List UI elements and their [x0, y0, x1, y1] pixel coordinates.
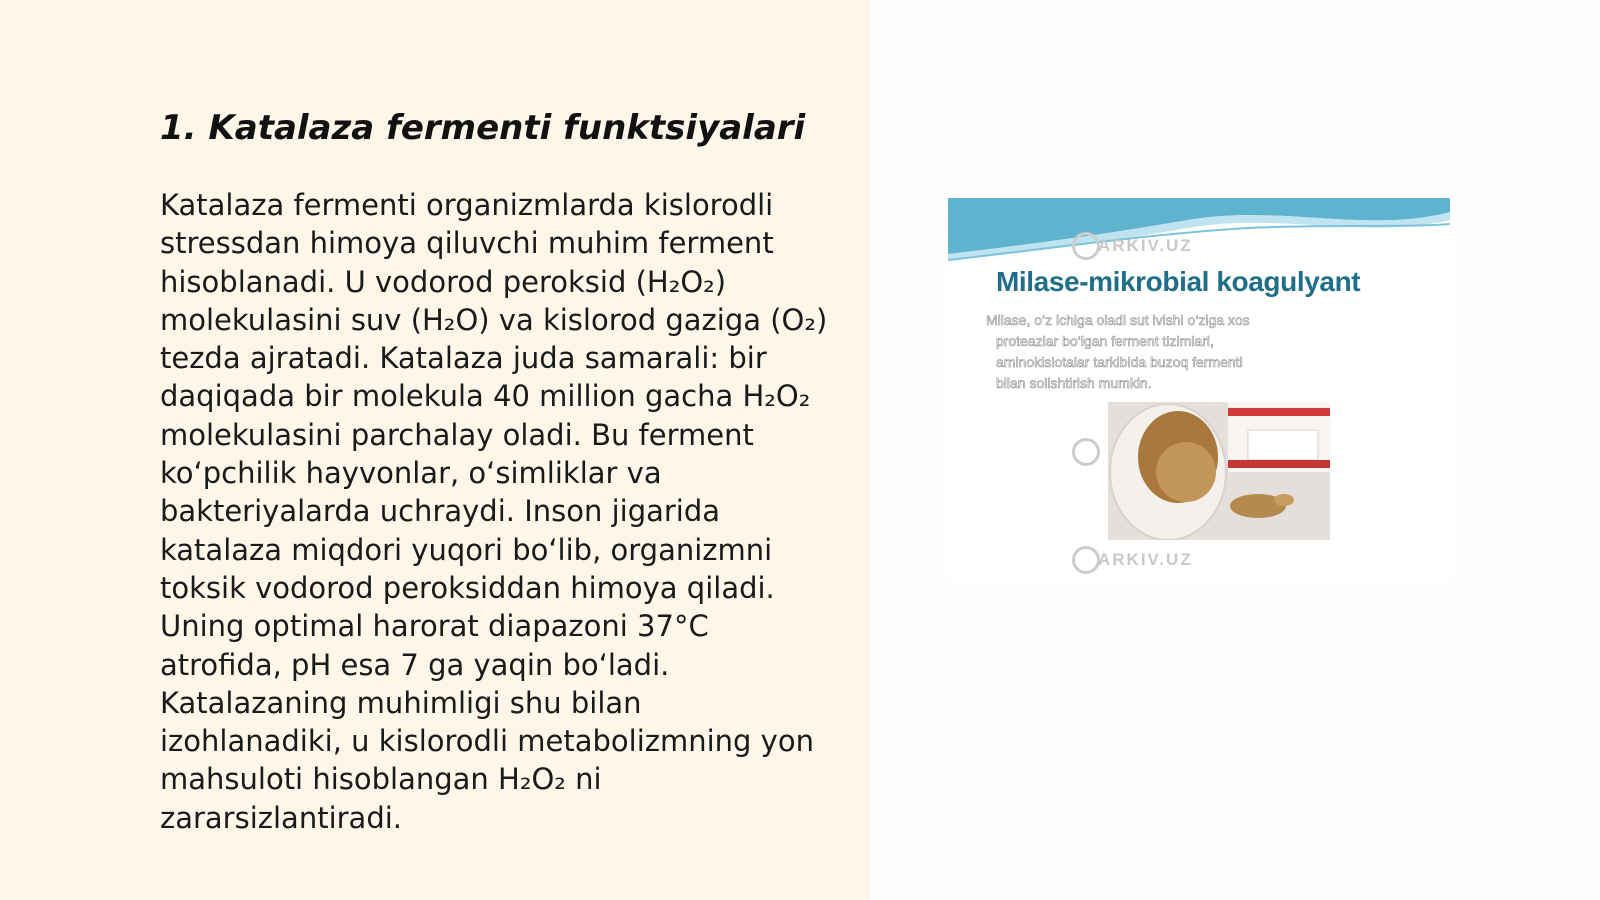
body-line: toksik vodorod peroksiddan himoya qiladi.: [160, 570, 775, 605]
body-line: katalaza miqdori yuqori bo‘lib, organizmni: [160, 532, 773, 567]
body-line: zararsizlantiradi.: [160, 800, 403, 835]
image-description-line: aminokislotalar tarkibida buzoq fermenti: [996, 354, 1243, 370]
body-line: atrofida, pH esa 7 ga yaqin bo‘ladi.: [160, 647, 670, 682]
watermark-text: ARKIV.UZ: [1098, 236, 1193, 255]
image-description: [986, 310, 1386, 394]
image-title: Milase-mikrobial koagulyant: [996, 266, 1361, 297]
body-line: Katalaza fermenti organizmlarda kislorodli: [160, 188, 774, 222]
body-line: mahsuloti hisoblangan H₂O₂ ni: [160, 762, 602, 797]
body-line: molekulasini parchalay oladi. Bu ferment: [160, 417, 754, 452]
image-description-line: Milase, o‘z ichiga oladi sut ivishi o‘ziga xos: [986, 312, 1250, 328]
watermark-text: ARKIV.UZ: [1098, 550, 1193, 569]
body-line: Katalazaning muhimligi shu bilan: [160, 685, 642, 720]
watermark-icon: [1072, 232, 1100, 260]
product-photo: [1108, 402, 1330, 540]
body-line: molekulasini suv (H₂O) va kislorod gaziga (O₂): [160, 302, 828, 337]
watermark-icon: [1072, 438, 1100, 466]
slide-title: 1. Katalaza fermenti funktsiyalari: [160, 108, 806, 148]
embedded-slide-image: [948, 198, 1450, 578]
body-line: bakteriyalarda uchraydi. Inson jigarida: [160, 494, 721, 529]
image-description-line: bilan solishtirish mumkin.: [996, 375, 1152, 391]
body-line: Uning optimal harorat diapazoni 37°C: [160, 609, 709, 644]
body-line: hisoblanadi. U vodorod peroksid (H₂O₂): [160, 264, 727, 299]
image-description-line: proteazlar bo‘lgan ferment tizimlari,: [996, 333, 1214, 349]
slide-body: [160, 186, 850, 837]
watermark-icon: [1072, 546, 1100, 574]
body-line: izohlanadiki, u kislorodli metabolizmning yon: [160, 724, 814, 759]
body-line: ko‘pchilik hayvonlar, o‘simliklar va: [160, 456, 662, 491]
body-line: daqiqada bir molekula 40 million gacha H₂O₂: [160, 379, 811, 414]
body-line: stressdan himoya qiluvchi muhim ferment: [160, 226, 774, 261]
body-line: tezda ajratadi. Katalaza juda samarali: bir: [160, 341, 767, 376]
